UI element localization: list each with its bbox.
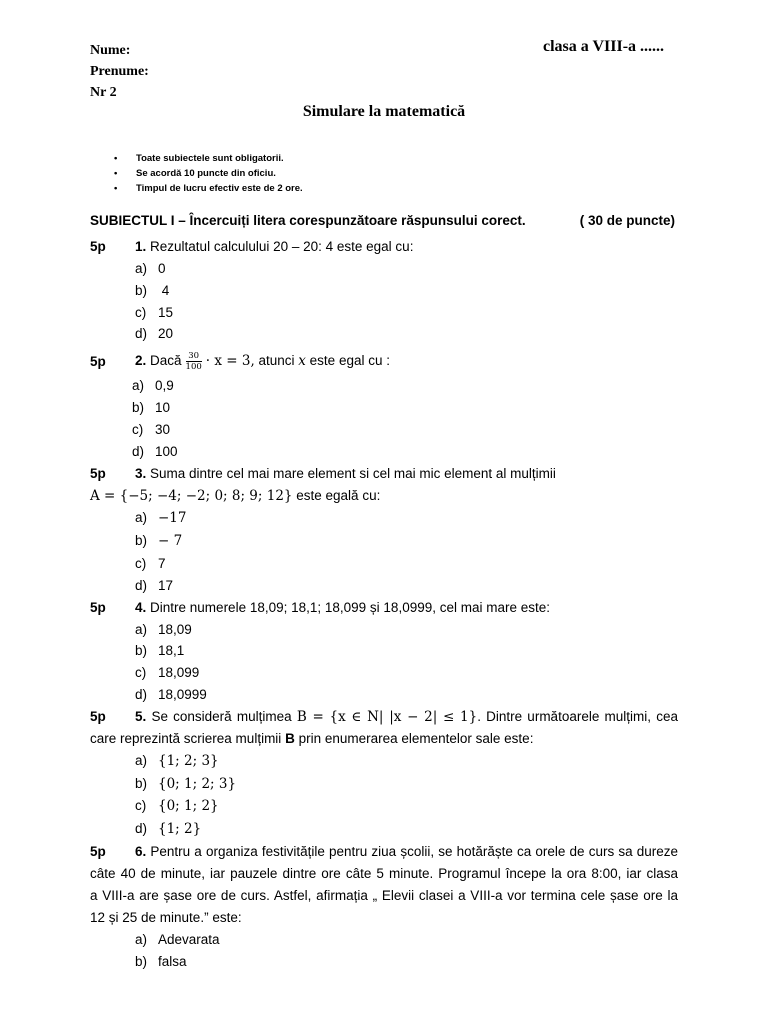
answer-option[interactable]: b) 18,1 xyxy=(135,643,185,659)
answer-option[interactable]: b) 10 xyxy=(132,399,171,415)
fraction: $\frac{30}{100}$ xyxy=(185,351,202,373)
answer-option[interactable]: d) 18,0999 xyxy=(135,686,207,702)
question-text-continued: A = {−5; −4; −2; 0; 8; 9; 12} este egală cu: xyxy=(90,488,381,505)
answer-option[interactable]: a) Adevarata xyxy=(135,931,220,947)
question-5 xyxy=(90,706,678,841)
answer-option[interactable]: c) {0; 1; 2} xyxy=(135,798,219,815)
answer-option[interactable]: b) {0; 1; 2; 3} xyxy=(135,775,237,792)
name-label: Nume: xyxy=(90,43,131,58)
bullet-icon: • xyxy=(114,153,118,164)
answer-option[interactable]: d) {1; 2} xyxy=(135,821,202,838)
question-6 xyxy=(90,841,678,973)
answer-options xyxy=(90,507,678,596)
answer-option[interactable]: c) 15 xyxy=(135,304,174,320)
bullet-icon: • xyxy=(114,183,118,194)
answer-option[interactable]: a) −17 xyxy=(135,510,187,527)
answer-option[interactable]: a) {1; 2; 3} xyxy=(135,752,219,769)
answer-options xyxy=(90,929,678,973)
answer-option[interactable]: b) − 7 xyxy=(135,533,183,550)
page-title: Simulare la matematică xyxy=(302,103,466,120)
bullet-icon: • xyxy=(114,168,118,179)
question-text: 4. Dintre numerele 18,09; 18,1; 18,099 și 18,0999, cel mai mare este: xyxy=(135,599,551,615)
rule-item: • Timpul de lucru efectiv este de 2 ore. xyxy=(114,183,303,194)
question-text: 2. Dacă $\frac{30}{100}$ · x = 3, atunci x este egal cu : xyxy=(135,351,390,373)
question-text: 1. Rezultatul calculului 20 – 20: 4 este egal cu: xyxy=(135,239,414,254)
question-1 xyxy=(90,236,678,345)
section-heading xyxy=(90,213,675,228)
question-4 xyxy=(90,597,678,706)
answer-option[interactable]: d) 20 xyxy=(135,326,174,342)
question-text: 3. Suma dintre cel mai mare element si cel mai mic element al mulțimii xyxy=(135,466,556,482)
answer-option[interactable]: d) 17 xyxy=(135,577,174,593)
question-points: 5p xyxy=(90,239,106,254)
answer-options xyxy=(90,258,678,345)
question-text-continued: câte 40 de minute, iar pauzele dintre ore câte 5 minute. Programul începe la ora 8:00, iar clasa xyxy=(90,865,678,881)
answer-options xyxy=(90,619,678,706)
student-info xyxy=(90,40,149,103)
question-text-continued: 12 și 25 de minute.” este: xyxy=(90,909,242,925)
question-text-continued: a VIII-a are șase ore de curs. Astfel, afirmația „ Elevii clasei a VIII-a vor termina cele șase ore la xyxy=(90,887,678,903)
answer-option[interactable]: b) 4 xyxy=(135,282,170,298)
question-text: 5. Se consideră mulțimea B = {x ∈ N| |x − 2| ≤ 1}. Dintre următoarele mulțimi, cea xyxy=(135,708,678,725)
rule-item: • Toate subiectele sunt obligatorii. xyxy=(114,153,284,164)
question-points: 5p xyxy=(90,843,106,859)
rules-list xyxy=(114,151,303,196)
answer-option[interactable]: a) 18,09 xyxy=(135,621,192,637)
question-points: 5p xyxy=(90,599,106,615)
question-2 xyxy=(90,347,678,462)
class-label: clasa a VIII-a ...... xyxy=(543,38,665,55)
question-3 xyxy=(90,463,678,596)
answer-option[interactable]: c) 7 xyxy=(135,555,166,571)
answer-option[interactable]: c) 18,099 xyxy=(135,665,200,681)
section-title: SUBIECTUL I – Încercuiți litera corespunzătoare răspunsului corect. xyxy=(90,213,526,228)
question-points: 5p xyxy=(90,466,106,482)
answer-option[interactable]: a) 0 xyxy=(135,261,166,276)
question-text-continued: care reprezintă scrierea mulțimii B prin enumerarea elementelor sale este: xyxy=(90,730,534,746)
answer-option[interactable]: a) 0,9 xyxy=(132,378,174,394)
answer-option[interactable]: c) 30 xyxy=(132,421,171,437)
question-points: 5p xyxy=(90,708,106,724)
rule-item: • Se acordă 10 puncte din oficiu. xyxy=(114,168,276,179)
answer-options xyxy=(90,750,678,841)
answer-option[interactable]: b) falsa xyxy=(135,953,187,969)
questions xyxy=(90,236,678,973)
question-text: 6. Pentru a organiza festivitățile pentru ziua școlii, se hotărăște ca orele de curs sa dureze xyxy=(135,843,678,859)
answer-options xyxy=(87,375,678,462)
question-points: 5p xyxy=(90,354,106,370)
answer-option[interactable]: d) 100 xyxy=(132,443,178,459)
number-label: Nr 2 xyxy=(90,85,117,100)
section-points: ( 30 de puncte) xyxy=(579,213,675,228)
surname-label: Prenume: xyxy=(90,64,149,79)
